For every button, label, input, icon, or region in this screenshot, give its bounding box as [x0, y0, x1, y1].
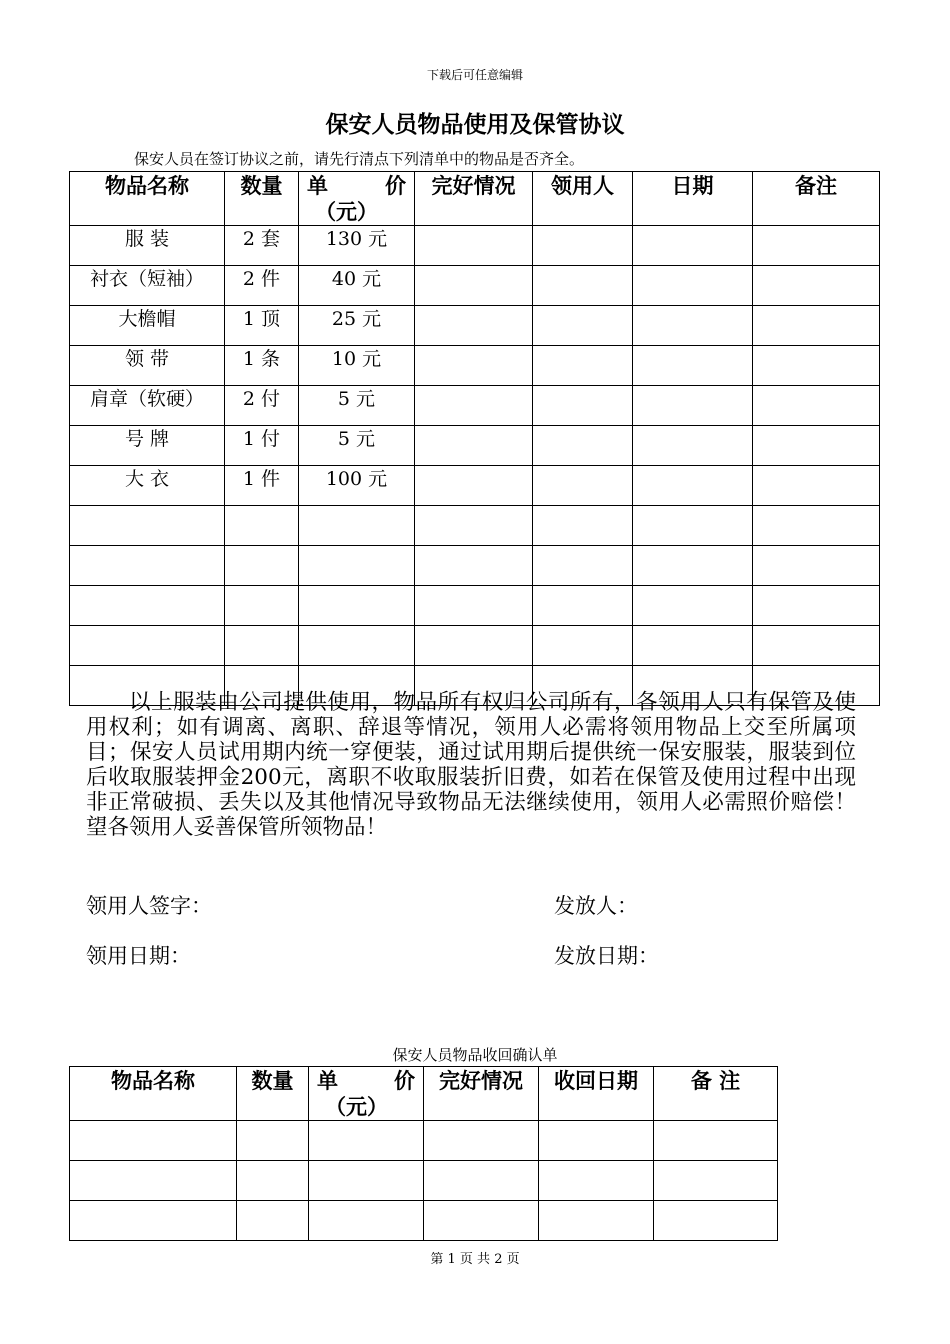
remark-cell — [753, 546, 880, 586]
items-table — [69, 171, 880, 706]
terms-paragraph: 以上服装由公司提供使用，物品所有权归公司所有，各领用人只有保管及使用权利；如有调离、离职、辞退等情况，领用人必需将领用物品上交至所属项目；保安人员试用期内统一穿便装，通过试用期后提供统一保安服装，服装到位后收取服装押金200元，离职不收取服装折旧费，如若在保管及使用过程中出现非正常破损、丢失以及其他情况导致物品无法继续使用，领用人必需照价赔偿！望各领用人妥善保管所领物品！ — [86, 690, 856, 840]
item-name-cell: 大檐帽 — [70, 306, 225, 346]
unit-price-cell: 25 元 — [299, 306, 415, 346]
item-name-cell: 肩章（软硬） — [70, 386, 225, 426]
quantity-cell: 2 付 — [225, 386, 299, 426]
header-return-date: 收回日期 — [539, 1067, 654, 1121]
table-row — [70, 506, 880, 546]
remark-cell — [654, 1161, 778, 1201]
condition-cell — [415, 426, 533, 466]
condition-cell — [424, 1161, 539, 1201]
item-name-cell — [70, 626, 225, 666]
receiver-cell — [533, 346, 633, 386]
table-row — [70, 226, 880, 266]
header-item-name: 物品名称 — [70, 1067, 237, 1121]
return-date-cell — [539, 1201, 654, 1241]
quantity-cell — [237, 1161, 309, 1201]
receiver-cell — [533, 586, 633, 626]
header-item-name: 物品名称 — [70, 172, 225, 226]
date-cell — [633, 626, 753, 666]
unit-price-cell — [309, 1121, 424, 1161]
item-name-cell — [70, 546, 225, 586]
table-row — [70, 1201, 778, 1241]
receive-date-label: 领用日期： — [86, 944, 191, 968]
quantity-cell: 1 付 — [225, 426, 299, 466]
remark-cell — [753, 586, 880, 626]
return-table — [69, 1066, 778, 1241]
condition-cell — [415, 626, 533, 666]
receiver-cell — [533, 506, 633, 546]
remark-cell — [654, 1201, 778, 1241]
quantity-cell: 2 件 — [225, 266, 299, 306]
item-name-cell — [70, 1161, 237, 1201]
condition-cell — [415, 346, 533, 386]
item-name-cell: 号 牌 — [70, 426, 225, 466]
table-row — [70, 1161, 778, 1201]
unit-price-cell — [299, 626, 415, 666]
date-cell — [633, 346, 753, 386]
quantity-cell: 1 顶 — [225, 306, 299, 346]
date-cell — [633, 306, 753, 346]
receiver-cell — [533, 466, 633, 506]
table-row — [70, 586, 880, 626]
unit-price-cell: 10 元 — [299, 346, 415, 386]
remark-cell — [753, 306, 880, 346]
condition-cell — [415, 266, 533, 306]
item-name-cell — [70, 1121, 237, 1161]
return-date-cell — [539, 1121, 654, 1161]
header-condition: 完好情况 — [415, 172, 533, 226]
quantity-cell — [237, 1201, 309, 1241]
header-quantity: 数量 — [237, 1067, 309, 1121]
item-name-cell: 服 装 — [70, 226, 225, 266]
issue-date-label: 发放日期： — [554, 944, 659, 968]
header-note: 下载后可任意编辑 — [426, 68, 523, 82]
issuer-label: 发放人： — [554, 894, 638, 918]
remark-cell — [753, 386, 880, 426]
document-title: 保安人员物品使用及保管协议 — [325, 111, 625, 138]
receiver-cell — [533, 426, 633, 466]
item-name-cell: 衬衣（短袖） — [70, 266, 225, 306]
quantity-cell — [225, 506, 299, 546]
date-cell — [633, 586, 753, 626]
unit-price-cell — [299, 546, 415, 586]
header-remark: 备 注 — [654, 1067, 778, 1121]
return-table-header — [70, 1067, 778, 1121]
return-table-caption: 保安人员物品收回确认单 — [392, 1046, 558, 1064]
date-cell — [633, 506, 753, 546]
date-cell — [633, 226, 753, 266]
header-unit-price — [299, 172, 415, 226]
receiver-cell — [533, 386, 633, 426]
header-price-unit: （元） — [325, 1094, 388, 1119]
date-cell — [633, 266, 753, 306]
item-name-cell: 大 衣 — [70, 466, 225, 506]
quantity-cell — [237, 1121, 309, 1161]
quantity-cell: 1 件 — [225, 466, 299, 506]
unit-price-cell: 40 元 — [299, 266, 415, 306]
unit-price-cell: 5 元 — [299, 386, 415, 426]
receiver-cell — [533, 226, 633, 266]
date-cell — [633, 546, 753, 586]
remark-cell — [753, 466, 880, 506]
page-footer: 第 1 页 共 2 页 — [430, 1252, 520, 1267]
item-name-cell — [70, 1201, 237, 1241]
table-row — [70, 1121, 778, 1161]
quantity-cell: 1 条 — [225, 346, 299, 386]
condition-cell — [415, 506, 533, 546]
date-cell — [633, 386, 753, 426]
remark-cell — [753, 626, 880, 666]
condition-cell — [415, 546, 533, 586]
condition-cell — [415, 466, 533, 506]
table-row — [70, 426, 880, 466]
remark-cell — [753, 226, 880, 266]
table-row — [70, 386, 880, 426]
quantity-cell — [225, 626, 299, 666]
condition-cell — [415, 386, 533, 426]
table-row — [70, 346, 880, 386]
unit-price-cell — [299, 586, 415, 626]
condition-cell — [424, 1201, 539, 1241]
receiver-cell — [533, 266, 633, 306]
condition-cell — [415, 226, 533, 266]
receiver-cell — [533, 306, 633, 346]
remark-cell — [753, 266, 880, 306]
unit-price-cell: 130 元 — [299, 226, 415, 266]
table-row — [70, 546, 880, 586]
header-price-right: 价 — [385, 173, 406, 198]
header-unit-price — [309, 1067, 424, 1121]
table-row — [70, 466, 880, 506]
header-price-right: 价 — [394, 1068, 415, 1093]
header-date: 日期 — [633, 172, 753, 226]
header-price-left: 单 — [317, 1068, 338, 1093]
header-quantity: 数量 — [225, 172, 299, 226]
header-remark: 备注 — [753, 172, 880, 226]
receiver-cell — [533, 626, 633, 666]
header-price-left: 单 — [307, 173, 328, 198]
remark-cell — [753, 506, 880, 546]
date-cell — [633, 466, 753, 506]
header-condition: 完好情况 — [424, 1067, 539, 1121]
quantity-cell: 2 套 — [225, 226, 299, 266]
item-name-cell: 领 带 — [70, 346, 225, 386]
intro-text: 保安人员在签订协议之前，请先行清点下列清单中的物品是否齐全。 — [134, 150, 585, 168]
unit-price-cell — [309, 1161, 424, 1201]
header-receiver: 领用人 — [533, 172, 633, 226]
item-name-cell — [70, 506, 225, 546]
unit-price-cell: 100 元 — [299, 466, 415, 506]
table-row — [70, 306, 880, 346]
condition-cell — [415, 306, 533, 346]
receiver-signature-label: 领用人签字： — [86, 894, 212, 918]
condition-cell — [424, 1121, 539, 1161]
items-table-header — [70, 172, 880, 226]
quantity-cell — [225, 586, 299, 626]
remark-cell — [654, 1121, 778, 1161]
table-row — [70, 626, 880, 666]
unit-price-cell — [309, 1201, 424, 1241]
unit-price-cell — [299, 506, 415, 546]
return-date-cell — [539, 1161, 654, 1201]
receiver-cell — [533, 546, 633, 586]
remark-cell — [753, 346, 880, 386]
remark-cell — [753, 426, 880, 466]
table-row — [70, 266, 880, 306]
date-cell — [633, 426, 753, 466]
unit-price-cell: 5 元 — [299, 426, 415, 466]
header-price-unit: （元） — [315, 199, 378, 224]
quantity-cell — [225, 546, 299, 586]
condition-cell — [415, 586, 533, 626]
item-name-cell — [70, 586, 225, 626]
